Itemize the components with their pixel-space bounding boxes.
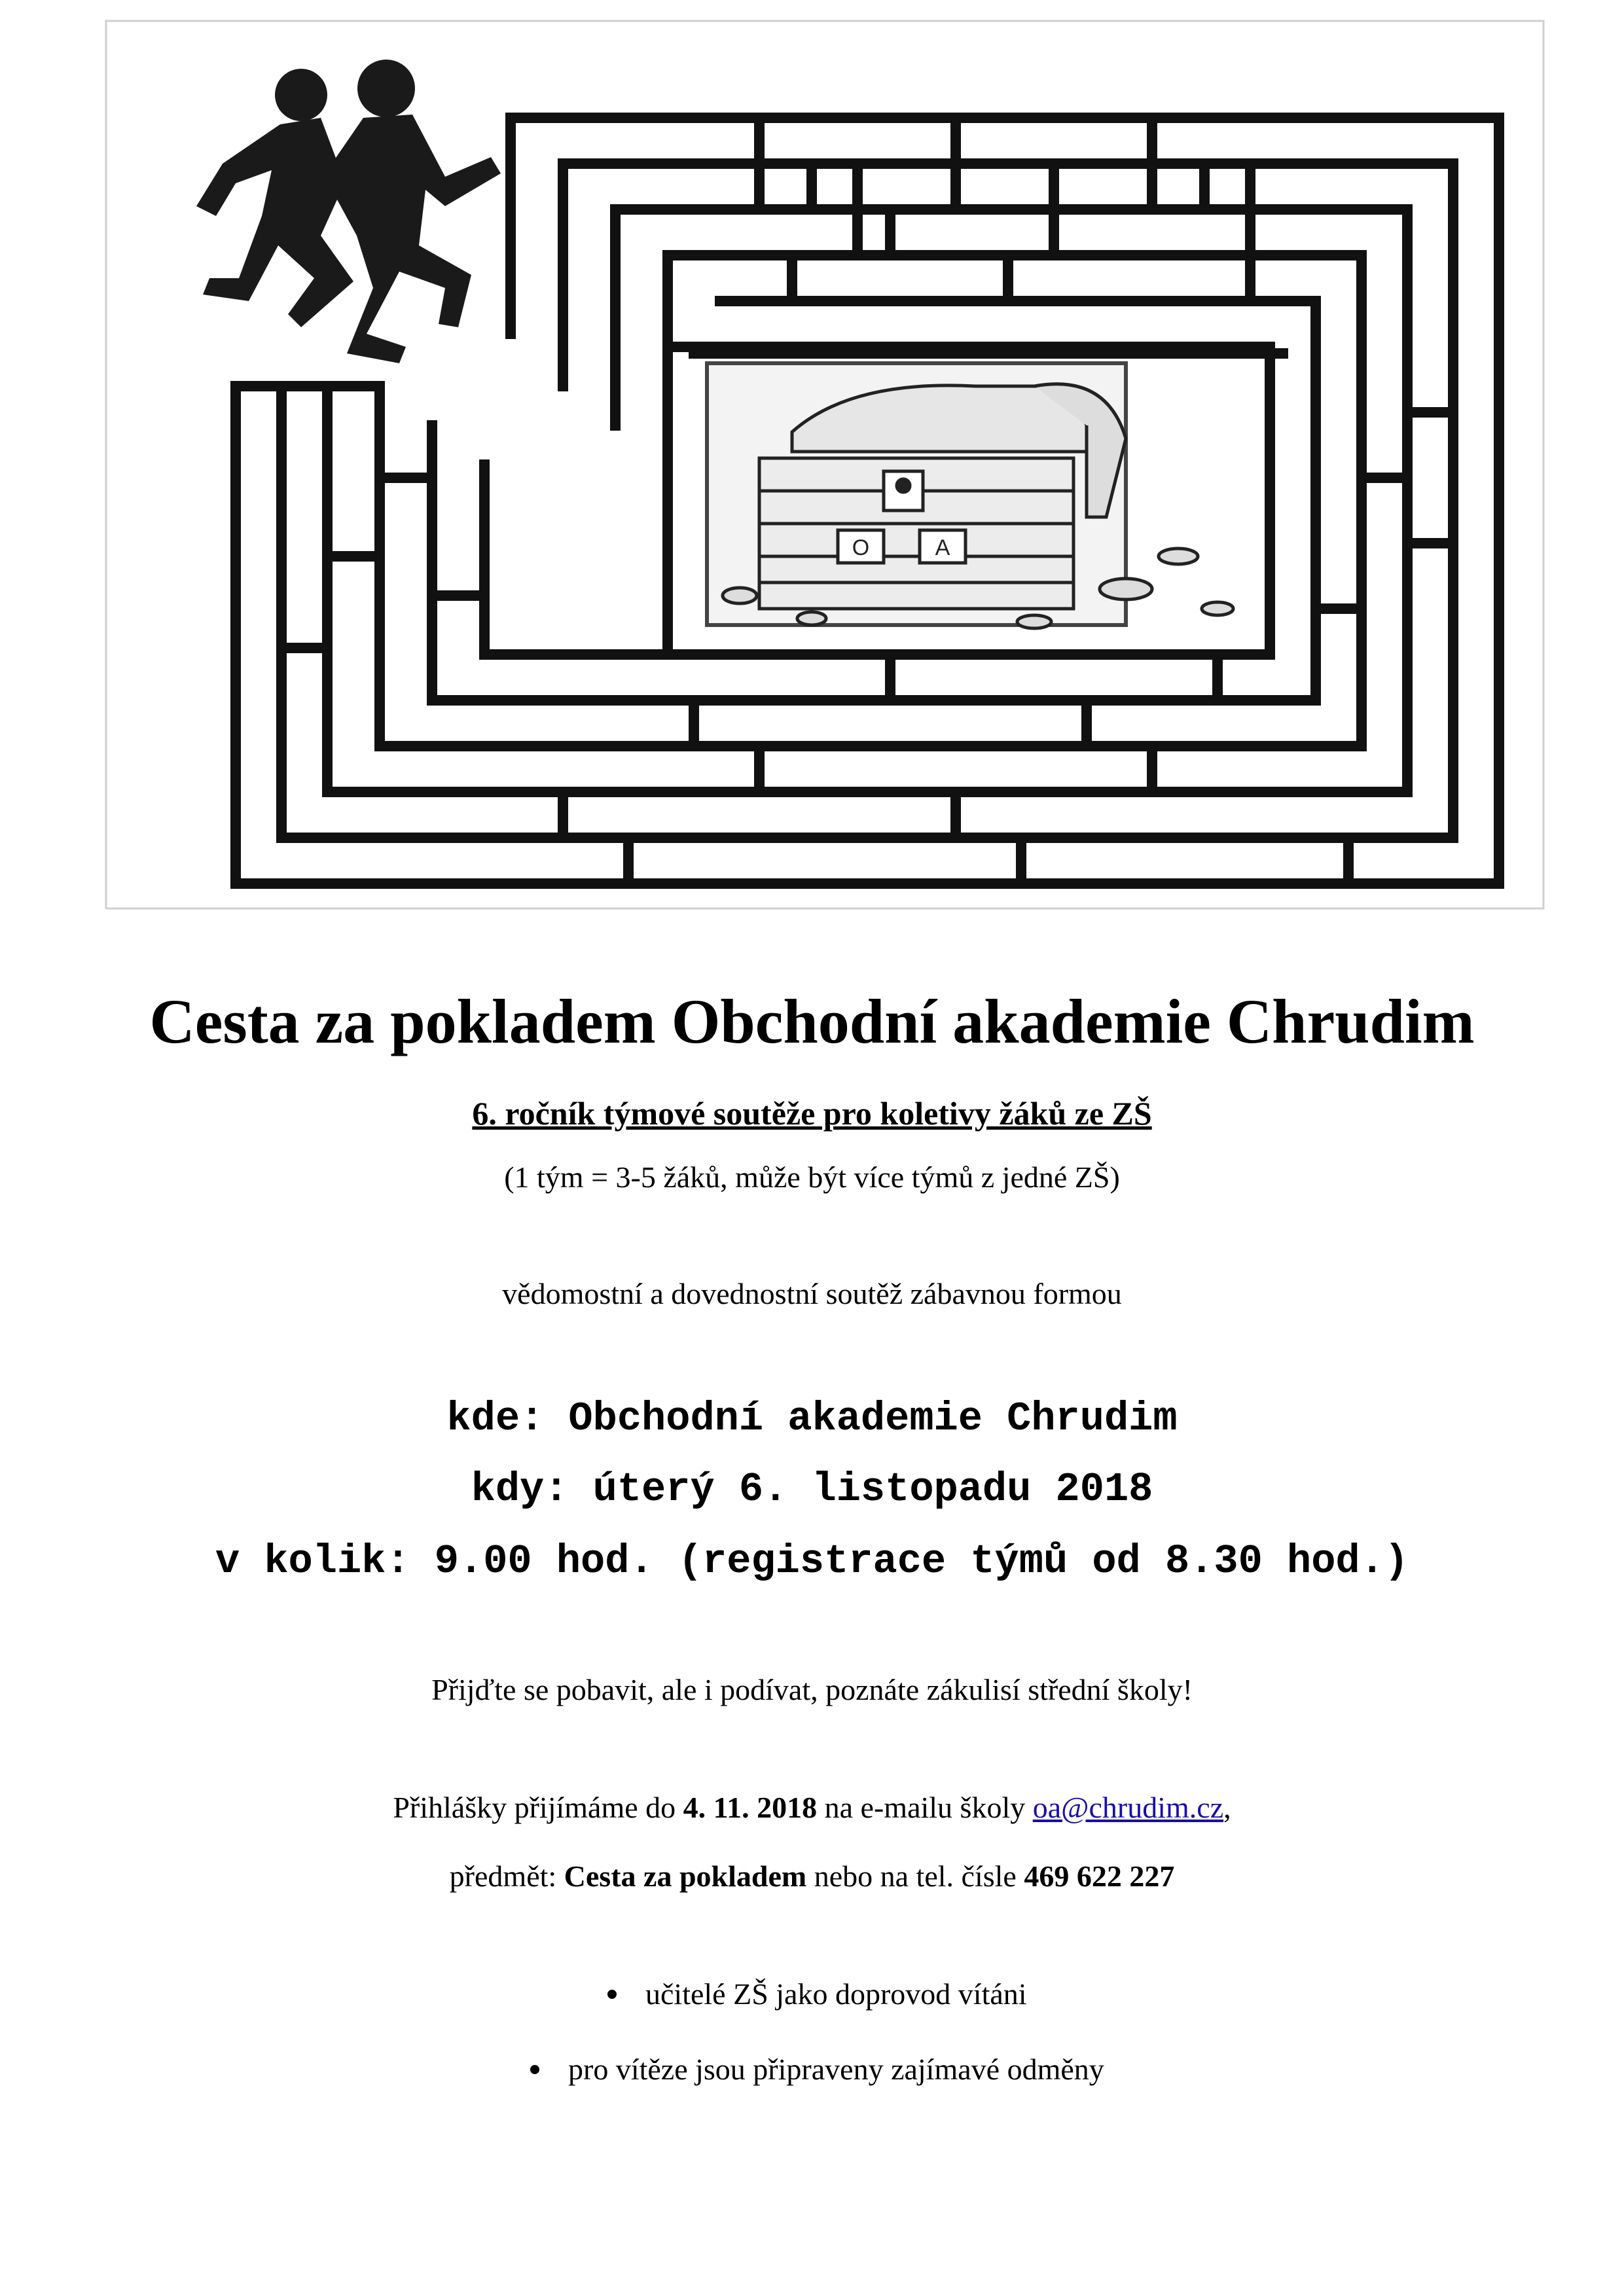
list-item <box>530 2052 1104 2087</box>
phone-number: 469 622 227 <box>1024 1859 1175 1893</box>
list-item-text: pro vítěze jsou připraveny zajímavé odměny <box>568 2053 1104 2086</box>
bullet-icon <box>607 1990 617 1999</box>
event-location: kde: Obchodní akademie Chrudim <box>446 1395 1178 1442</box>
maze-illustration <box>105 20 1545 910</box>
event-description: vědomostní a dovednostní soutěž zábavnou formou <box>502 1277 1122 1310</box>
event-subtitle: 6. ročník týmové soutěže pro koletivy žáků ze ZŠ <box>472 1095 1152 1132</box>
bullet-icon <box>530 2065 539 2074</box>
application-line-1 <box>0 1790 1624 1825</box>
team-note: (1 tým = 3-5 žáků, může být více týmů z jedné ZŠ) <box>504 1160 1120 1194</box>
invitation-text: Přijďte se pobavit, ale i podívat, poznáte zákulisí střední školy! <box>431 1673 1193 1706</box>
page-title: Cesta za pokladem Obchodní akademie Chrudim <box>149 986 1475 1056</box>
list-item-text: učitelé ZŠ jako doprovod vítáni <box>645 1977 1027 2011</box>
application-suffix: , <box>1223 1791 1231 1824</box>
application-mid: na e-mailu školy <box>817 1791 1033 1824</box>
email-subject: Cesta za pokladem <box>564 1859 807 1893</box>
subject-prefix: předmět: <box>449 1859 564 1893</box>
application-deadline: 4. 11. 2018 <box>683 1791 818 1824</box>
application-prefix: Přihlášky přijímáme do <box>393 1791 683 1824</box>
treasure-chest-icon <box>707 363 1233 628</box>
event-time: v kolik: 9.00 hod. (registrace týmů od 8.30 hod.) <box>215 1538 1409 1585</box>
svg-text:A: A <box>935 535 950 560</box>
maze-with-runners-and-treasure-chest-icon <box>105 20 1545 910</box>
runners-icon <box>196 60 501 363</box>
event-date: kdy: úterý 6. listopadu 2018 <box>471 1466 1153 1513</box>
list-item <box>607 1977 1027 2011</box>
email-link[interactable]: oa@chrudim.cz <box>1032 1791 1224 1824</box>
application-line-2 <box>0 1859 1624 1893</box>
svg-text:O: O <box>852 535 870 560</box>
phone-prefix: nebo na tel. čísle <box>806 1859 1024 1893</box>
